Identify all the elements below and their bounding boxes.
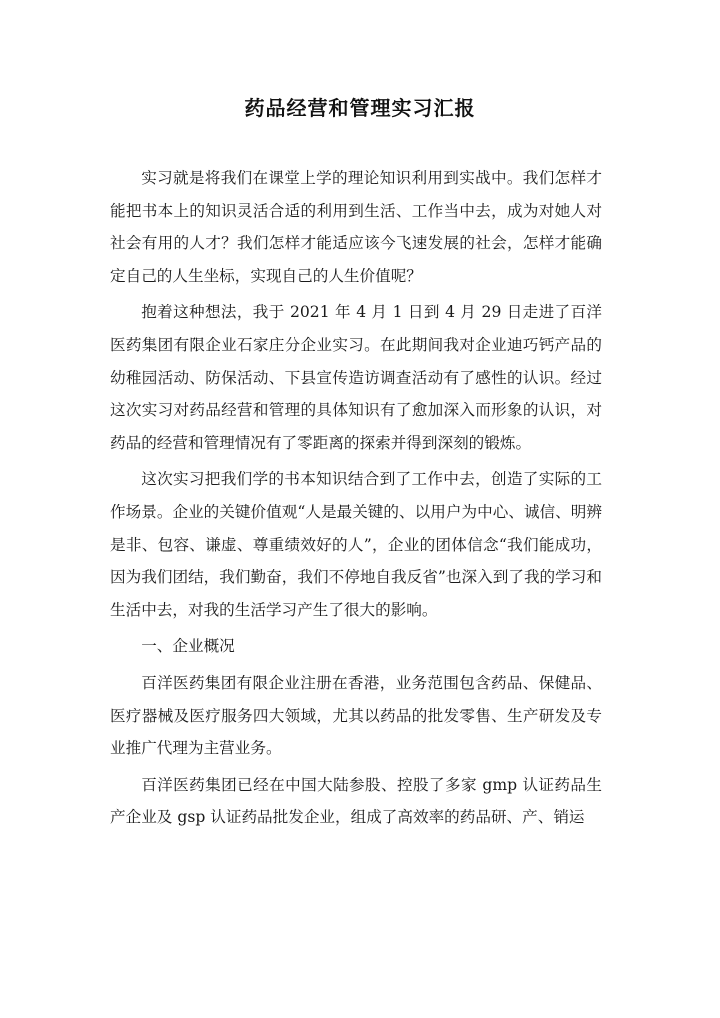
paragraph-intro: 实习就是将我们在课堂上学的理论知识利用到实战中。我们怎样才能把书本上的知识灵活合适的利用到生活、工作当中去，成为对她人对社会有用的人才？我们怎样才能适应该今飞速发展的社会，怎样才能确定自己的人生坐标，实现自己的人生价值呢？	[110, 169, 602, 285]
document-title: 药品经营和管理实习汇报	[244, 96, 476, 120]
paragraph-company-holdings: 百洋医药集团已经在中国大陆参股、控股了多家 gmp 认证药品生产企业及 gsp 认证药品批发企业，组成了高效率的药品研、产、销运	[110, 775, 602, 827]
section-heading-company-overview: 一、企业概况	[141, 637, 235, 656]
document-body	[110, 162, 602, 838]
paragraph-values: 这次实习把我们学的书本知识结合到了工作中去，创造了实际的工作场景。企业的关键价值观“人是最关键的、以用户为中心、诚信、明辨是非、包容、谦虚、尊重绩效好的人”，企业的团体信念“我们能成功，因为我们团结，我们勤奋，我们不停地自我反省”也深入到了我的学习和生活中去，对我的生活学习产生了很大的影响。	[110, 470, 602, 619]
paragraph-internship-period: 抱着这种想法，我于 2021 年 4 月 1 日到 4 月 29 日走进了百洋医药集团有限企业石家庄分企业实习。在此期间我对企业迪巧钙产品的幼稚园活动、防保活动、下县宣传造访调查活动有了感性的认识。经过这次实习对药品经营和管理的具体知识有了愈加深入而形象的认识，对药品的经营和管理情况有了零距离的探索并得到深刻的锻炼。	[110, 303, 602, 452]
paragraph-company-scope: 百洋医药集团有限企业注册在香港，业务范围包含药品、保健品、医疗器械及医疗服务四大领域，尤其以药品的批发零售、生产研发及专业推广代理为主营业务。	[110, 673, 602, 758]
